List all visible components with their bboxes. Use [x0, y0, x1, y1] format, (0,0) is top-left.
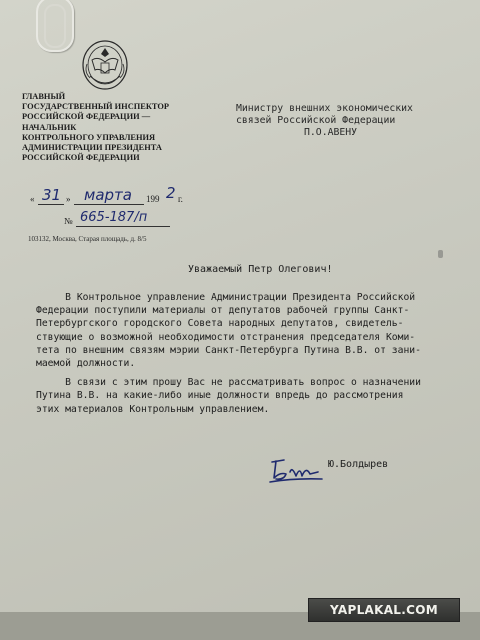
letter-body	[36, 291, 466, 422]
site-watermark: YAPLAKAL.COM	[308, 598, 460, 622]
greeting: Уважаемый Петр Олегович!	[188, 264, 333, 275]
recipient-line: Министру внешних экономических	[236, 103, 413, 114]
date-close-quote: »	[66, 194, 71, 204]
sender-address: 103132, Москва, Старая площадь, д. 8/5	[28, 235, 147, 243]
signer-name: Ю.Болдырев	[328, 459, 389, 470]
date-line	[30, 184, 230, 208]
issuer-block	[22, 92, 232, 163]
handwritten-signature-icon	[266, 452, 326, 486]
hole-punch-mark	[438, 250, 443, 258]
date-day: 31	[42, 186, 62, 204]
issuer-line: РОССИЙСКОЙ ФЕДЕРАЦИИ	[22, 153, 140, 163]
issuer-line: ГОСУДАРСТВЕННЫЙ ИНСПЕКТОР	[22, 102, 170, 112]
issuer-line: РОССИЙСКОЙ ФЕДЕРАЦИИ —	[22, 112, 151, 122]
date-year-suffix: 2	[166, 184, 176, 202]
issuer-line: КОНТРОЛЬНОГО УПРАВЛЕНИЯ	[22, 132, 156, 142]
date-day-underline	[38, 204, 64, 205]
body-line: Петербургского городского Совета народных депутатов, свидетель-	[36, 318, 404, 330]
reference-number: 665-187/п	[80, 210, 148, 225]
issuer-line: АДМИНИСТРАЦИИ ПРЕЗИДЕНТА	[22, 143, 162, 153]
date-year-prefix: 199	[146, 194, 160, 204]
recipient-line: связей Российской Федерации	[236, 115, 396, 126]
reference-number-line	[60, 210, 180, 230]
issuer-line: НАЧАЛЬНИК	[22, 122, 77, 132]
body-line: маемой должности.	[36, 358, 136, 370]
recipient-block	[236, 103, 476, 139]
body-line: ствующие о возможной необходимости отстранения председателя Коми-	[36, 331, 416, 343]
date-open-quote: «	[30, 194, 35, 204]
date-year-abbr: г.	[178, 194, 183, 204]
date-month-underline	[74, 204, 144, 205]
body-line: В связи с этим прошу Вас не рассматривать вопрос о назначении	[36, 377, 421, 389]
paper-clip-inner	[44, 4, 66, 48]
body-line: Путина В.В. на какие-либо иные должности впредь до рассмотрения	[36, 390, 404, 402]
body-line: тета по внешним связям мэрии Санкт-Петербурга Путина В.В. от зани-	[36, 344, 421, 356]
body-line: В Контрольное управление Администрации Президента Российской	[36, 292, 416, 303]
paragraph-2	[36, 376, 466, 416]
state-emblem-icon	[78, 38, 132, 92]
body-line: этих материалов Контрольным управлением.	[36, 403, 270, 415]
paragraph-1	[36, 291, 466, 370]
issuer-line: ГЛАВНЫЙ	[22, 92, 66, 101]
number-underline	[76, 226, 170, 227]
number-sign: №	[64, 216, 73, 226]
recipient-name: П.О.АВЕНУ	[304, 127, 358, 138]
body-line: Федерации поступили материалы от депутатов рабочей группы Санкт-	[36, 305, 410, 317]
date-month: марта	[84, 186, 132, 204]
